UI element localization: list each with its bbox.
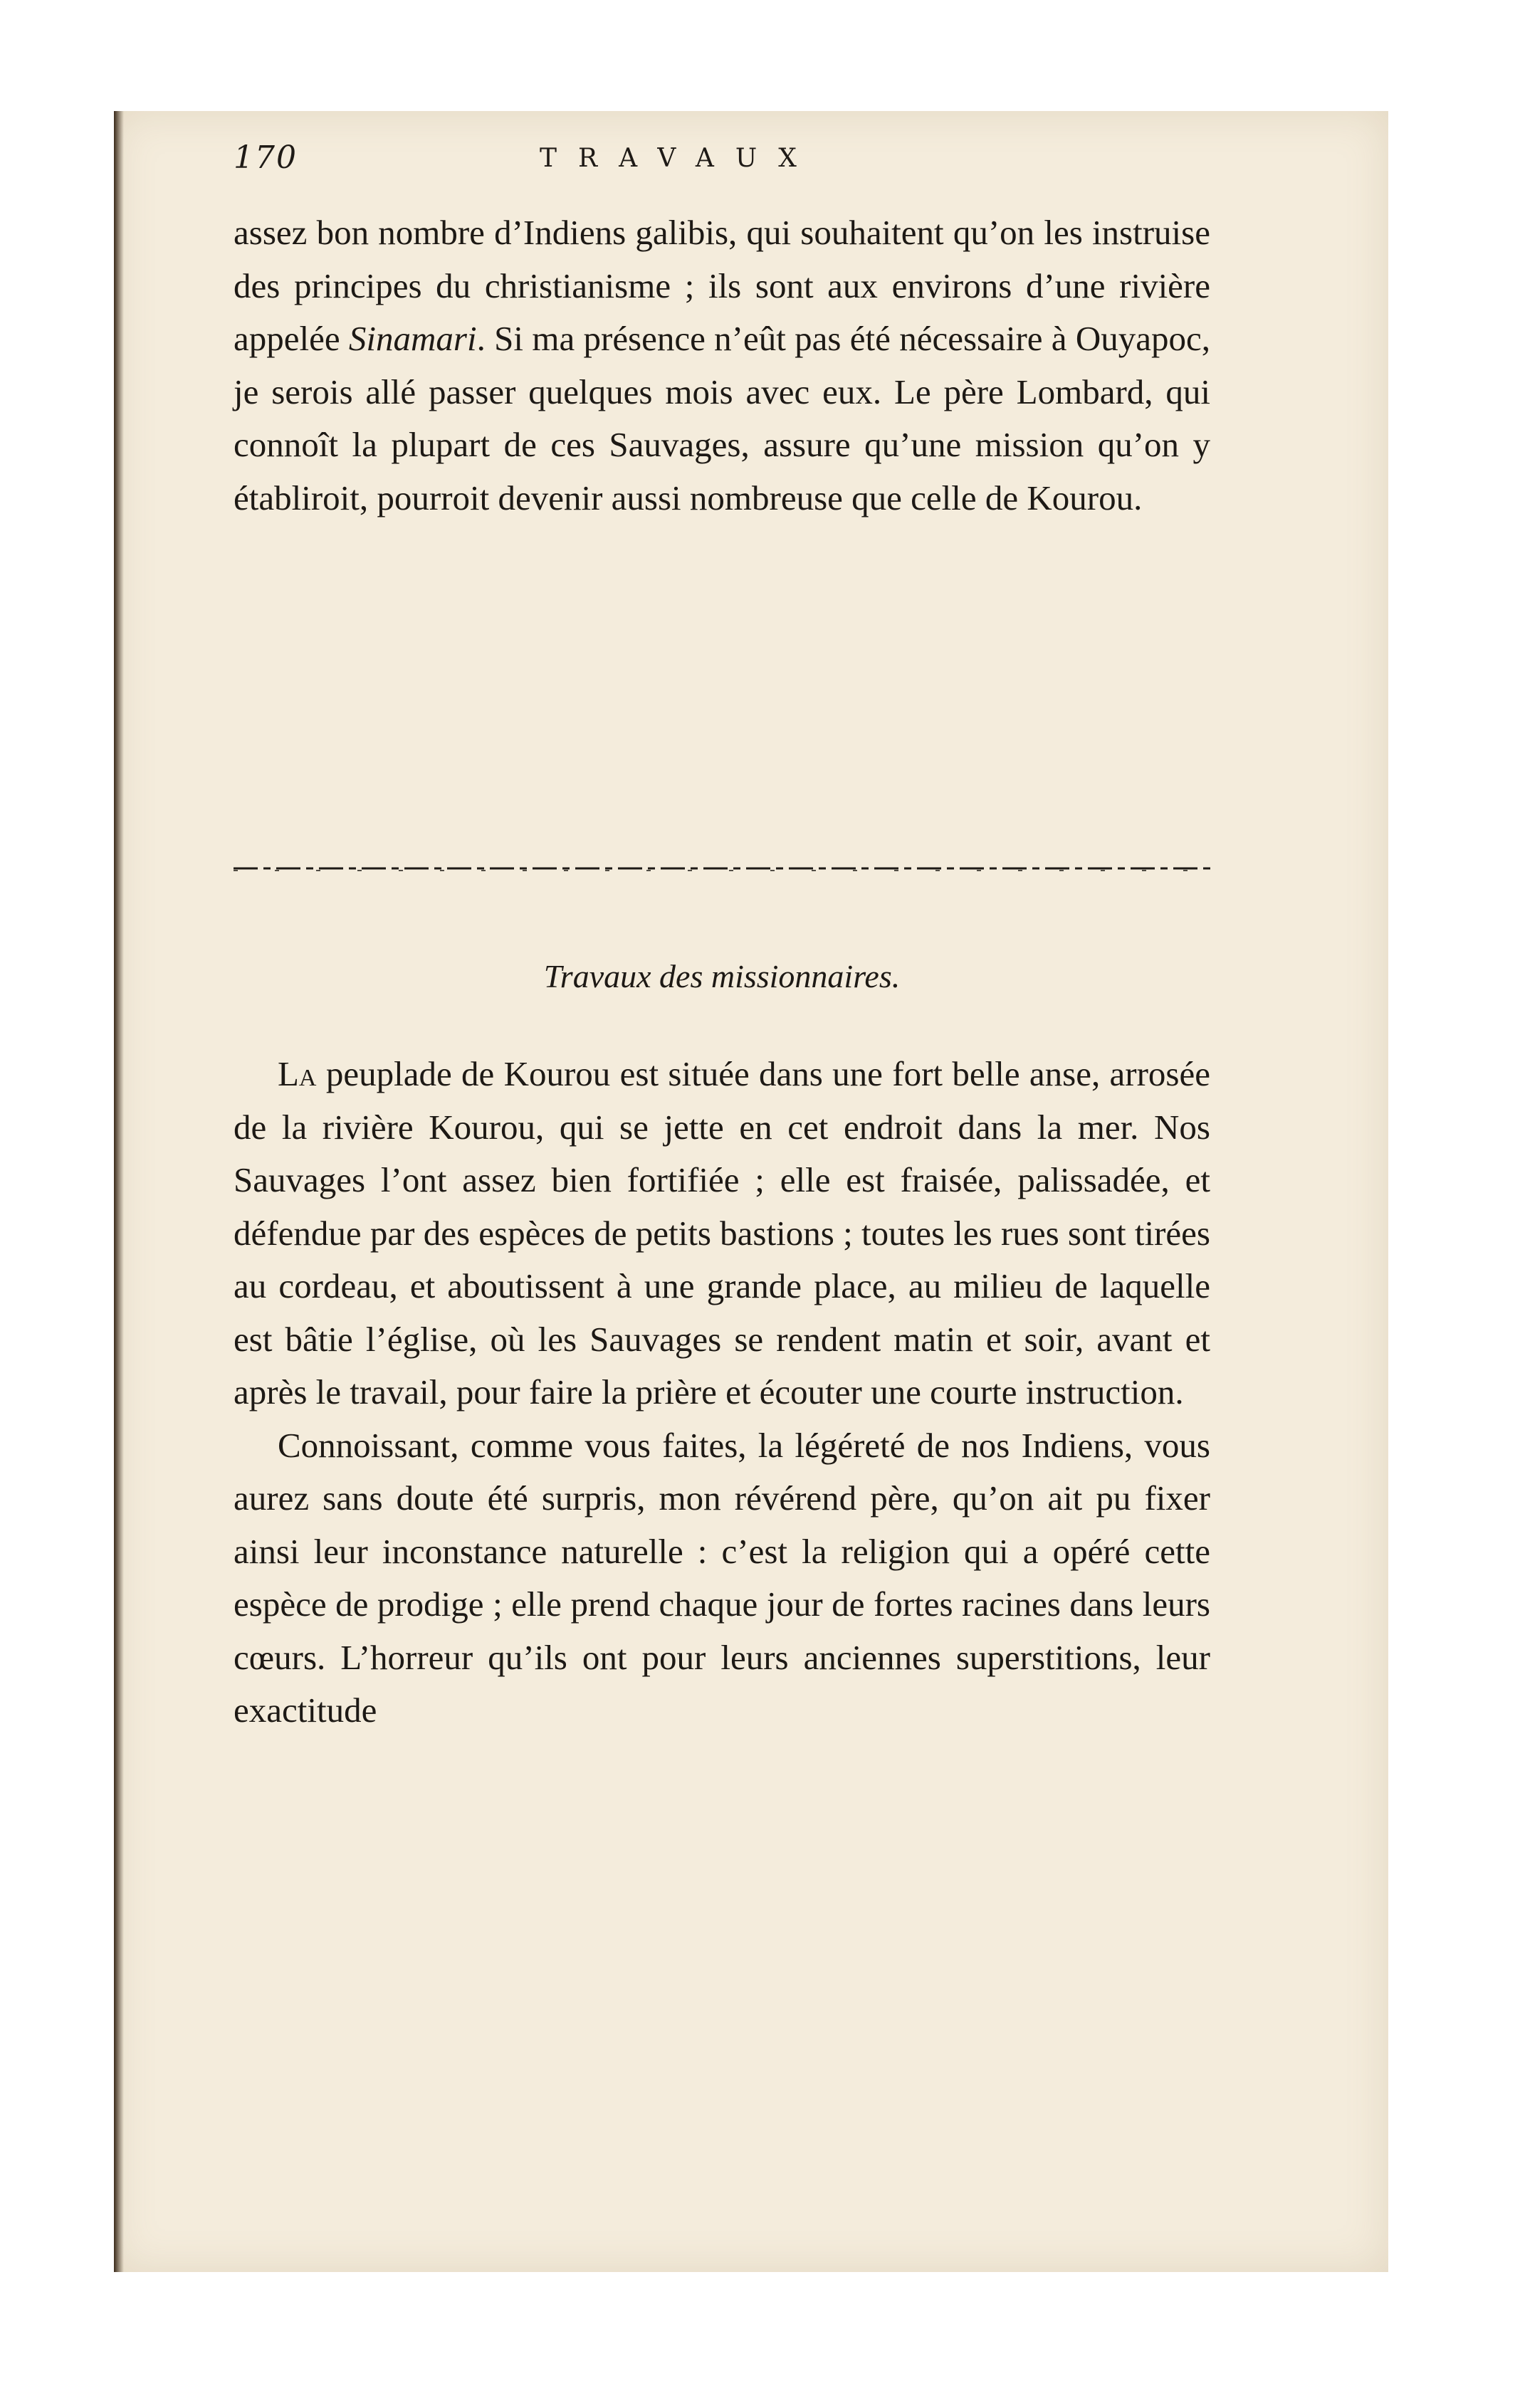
paragraph-2: [234, 1048, 1210, 1419]
section-title: Travaux des missionnaires.: [543, 958, 901, 994]
paragraph-1: [234, 206, 1210, 525]
ornamental-divider: [234, 863, 1210, 873]
page-header: [234, 140, 1210, 196]
paragraph-2-text: peuplade de Kourou est située dans une fort belle anse, arrosée de la rivière Kourou, qui se jette en cet endroit dans la mer. Nos Sauvages l’ont assez bien fortifiée ; elle est fraisée, palissadée, et défendue par des espèces de petits bastions ; toutes les rues sont tirées au cordeau, et aboutissent à une grande place, au milieu de laquelle est bâtie l’église, où les Sauvages se rendent matin et soir, avant et après le travail, pour faire la prière et écouter une courte instruction.: [234, 1054, 1210, 1411]
paragraph-1-text-b: . Si ma présence n’eût pas été nécessaire à Ouyapoc, je serois allé passer quelques mois avec eux. Le père Lombard, qui connoît la plupart de ces Sauvages, assure qu’une mission qu’on y établiroit, pourroit devenir aussi nombreuse que celle de Kourou.: [234, 319, 1210, 517]
paragraph-2-lead: La: [278, 1054, 317, 1093]
paragraph-1-text-a: assez bon nombre d’Indiens galibis, qui souhaitent qu’on les instruise des principes du christianisme ; ils sont aux environs d’une rivière appelée: [234, 213, 1210, 358]
text-block-bottom: [234, 1048, 1210, 1737]
page-number: 170: [234, 140, 298, 176]
paragraph-3: Connoissant, comme vous faites, la légéreté de nos Indiens, vous aurez sans doute été surpris, mon révérend père, qu’on ait pu fixer ainsi leur inconstance naturelle : c’est la religion qui a opéré cette espèce de prodige ; elle prend chaque jour de fortes racines dans leurs cœurs. L’horreur qu’ils ont pour leurs anciennes superstitions, leur exactitude: [234, 1425, 1210, 1730]
text-block-top: [234, 206, 1210, 525]
place-name-sinamari: Sinamari: [348, 319, 477, 358]
running-head: TRAVAUX: [540, 144, 818, 173]
